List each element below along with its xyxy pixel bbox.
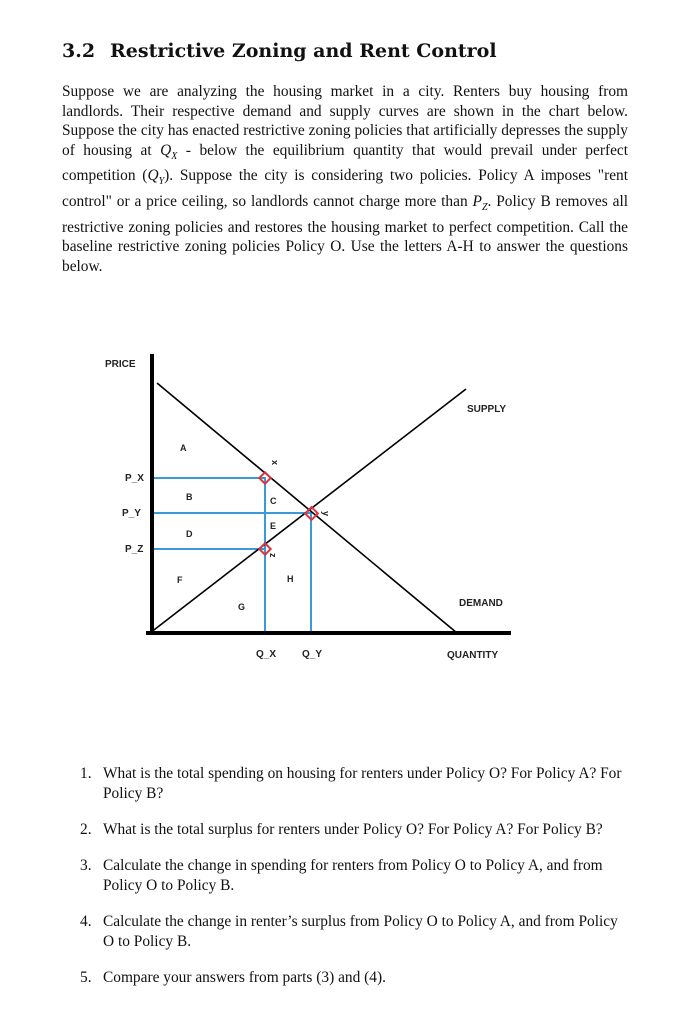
demand-curve <box>157 383 457 633</box>
price-label-px: P_X <box>125 473 144 484</box>
question-item: 5. Compare your answers from parts (3) and (4). <box>80 969 386 986</box>
supply-demand-chart <box>0 340 678 680</box>
intro-text-4: . Policy B removes all restrictive zoning policies and restores the housing market to perfect competition. Call the baseline restrictive zoning policies Policy O. Use the letters A-H to answer the questions below. <box>62 193 629 275</box>
question-item: 3. Calculate the change in spending for renters from Policy O to Policy A, and from Policy O to Policy B. <box>80 857 603 894</box>
region-label-f: F <box>177 575 183 585</box>
point-label-y: y <box>321 511 331 517</box>
supply-label: SUPPLY <box>467 404 507 415</box>
point-label-x: x <box>270 460 280 466</box>
intro-text-1: Suppose we are analyzing the housing market in a city. Renters buy housing from landlords. Their respective demand and supply curves are shown in the chart below. Suppose the city has enacted restrictive zoning policies that artificially depresses the supply of housing at <box>62 83 628 159</box>
section-heading <box>62 40 497 62</box>
q-x-symbol: $Q_X$ <box>160 141 178 162</box>
section-number: 3.2 <box>62 40 96 62</box>
y-axis-label: PRICE <box>105 359 136 370</box>
q-y-symbol: $Q_Y$ <box>147 167 165 188</box>
region-label-g: G <box>238 602 246 612</box>
quantity-label-qx: Q_X <box>256 649 277 660</box>
region-label-b: B <box>186 492 193 502</box>
region-label-d: D <box>186 529 193 539</box>
intro-text-2: - below the equilibrium quantity that would prevail under perfect competition ( <box>62 141 629 185</box>
region-label-c: C <box>270 496 277 506</box>
question-item: 4. Calculate the change in renter’s surplus from Policy O to Policy A, and from Policy O to Policy B. <box>80 913 618 950</box>
demand-label: DEMAND <box>459 598 503 609</box>
price-label-pz: P_Z <box>125 544 144 555</box>
question-item: 2. What is the total surplus for renters under Policy O? For Policy A? For Policy B? <box>80 821 603 838</box>
question-item: 1. What is the total spending on housing for renters under Policy O? For Policy A? For Policy B? <box>80 765 622 802</box>
section-title: Restrictive Zoning and Rent Control <box>110 40 497 62</box>
quantity-label-qy: Q_Y <box>302 649 323 660</box>
question-list <box>80 764 628 1004</box>
intro-paragraph <box>62 82 628 277</box>
region-label-h: H <box>287 574 294 584</box>
point-label-z: z <box>268 553 278 558</box>
p-z-symbol: $P_Z$ <box>472 193 488 214</box>
intro-text-3: ). Suppose the city is considering two policies. Policy A imposes "rent control" or a price ceiling, so landlords cannot charge more than <box>62 167 629 211</box>
region-label-a: A <box>180 443 187 453</box>
region-label-e: E <box>270 521 277 531</box>
x-axis-label: QUANTITY <box>447 650 499 661</box>
price-label-py: P_Y <box>122 508 141 519</box>
